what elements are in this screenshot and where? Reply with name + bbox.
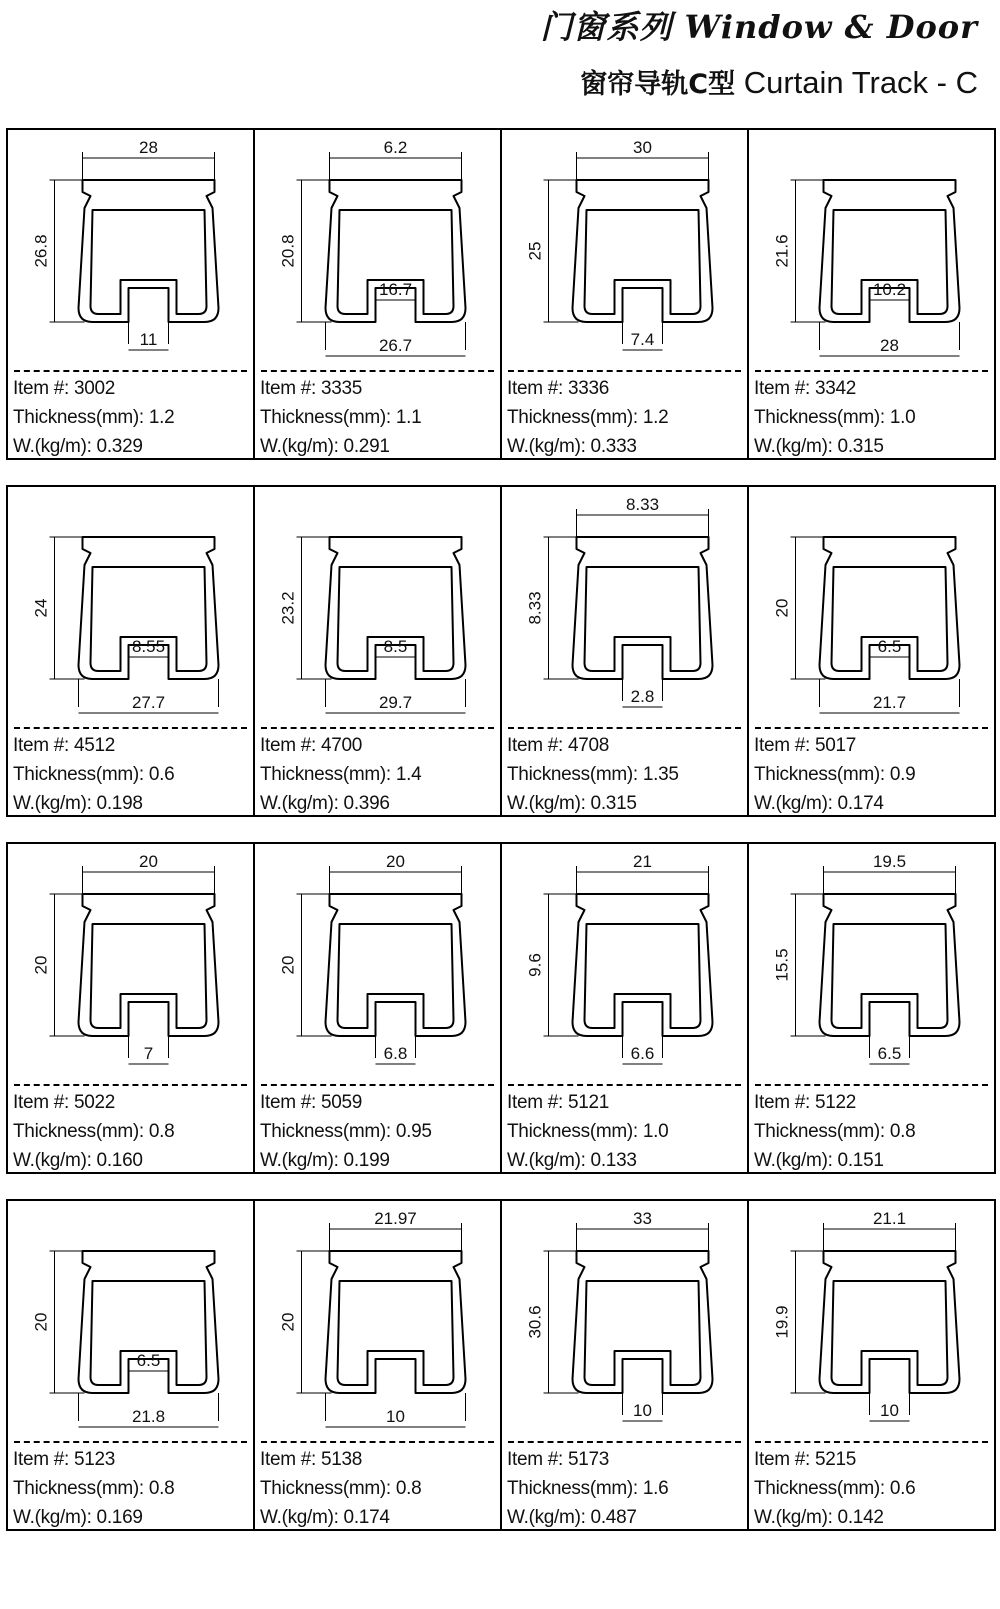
profile-drawing xyxy=(749,1201,994,1441)
item-thickness-label: Thickness(mm): xyxy=(507,764,638,785)
item-number-value: 5122 xyxy=(809,1092,857,1113)
item-thickness-line xyxy=(260,760,421,789)
item-number-line xyxy=(507,731,679,760)
item-weight-label: W.(kg/m): xyxy=(260,1150,339,1171)
item-thickness-line xyxy=(754,1474,915,1503)
item-weight-line xyxy=(754,789,915,818)
item-spec xyxy=(754,374,915,461)
item-number-value: 5138 xyxy=(315,1449,363,1470)
item-thickness-value: 0.95 xyxy=(390,1121,432,1142)
dashed-divider xyxy=(14,1441,247,1443)
catalog-row xyxy=(6,1199,996,1531)
profile-drawing xyxy=(8,487,253,727)
item-thickness-label: Thickness(mm): xyxy=(507,1478,638,1499)
dim-slot: 8.5 xyxy=(383,637,408,656)
profile-inner xyxy=(585,924,701,1028)
item-number-value: 4512 xyxy=(68,735,116,756)
item-thickness-line xyxy=(507,403,668,432)
item-thickness-label: Thickness(mm): xyxy=(260,407,391,428)
profile-drawing xyxy=(502,130,747,370)
item-weight-label: W.(kg/m): xyxy=(754,793,833,814)
item-thickness-value: 0.8 xyxy=(390,1478,422,1499)
item-thickness-value: 1.0 xyxy=(637,1121,669,1142)
dim-height: 24 xyxy=(31,598,51,618)
item-number-label: Item #: xyxy=(260,735,316,756)
item-thickness-label: Thickness(mm): xyxy=(13,1121,144,1142)
item-thickness-label: Thickness(mm): xyxy=(754,407,885,428)
product-cell xyxy=(255,844,502,1172)
catalog-row xyxy=(6,128,996,460)
item-number-value: 3336 xyxy=(562,378,610,399)
dim-width: 30 xyxy=(633,138,652,157)
profile-diagram xyxy=(502,487,747,727)
item-number-label: Item #: xyxy=(13,1449,69,1470)
dashed-divider xyxy=(261,1441,494,1443)
dim-slot: 6.5 xyxy=(877,1044,902,1063)
dashed-divider xyxy=(755,1441,988,1443)
item-number-label: Item #: xyxy=(507,1449,563,1470)
item-thickness-value: 1.4 xyxy=(390,764,422,785)
item-weight-line xyxy=(507,1503,668,1532)
dim-slot: 10.2 xyxy=(872,280,907,299)
dim-height: 26.8 xyxy=(31,234,51,268)
dim-width: 8.33 xyxy=(625,495,660,514)
item-number-line xyxy=(13,1088,174,1117)
profile-inner xyxy=(585,210,701,314)
item-number-label: Item #: xyxy=(507,735,563,756)
item-weight-label: W.(kg/m): xyxy=(13,1507,92,1528)
profile-drawing xyxy=(749,130,994,370)
item-thickness-line xyxy=(13,403,174,432)
item-weight-label: W.(kg/m): xyxy=(507,1507,586,1528)
dim-height: 20 xyxy=(772,598,792,618)
item-weight-line xyxy=(260,1503,421,1532)
item-thickness-label: Thickness(mm): xyxy=(754,1121,885,1142)
item-weight-label: W.(kg/m): xyxy=(507,793,586,814)
item-number-line xyxy=(754,1445,915,1474)
item-number-line xyxy=(507,374,668,403)
item-weight-value: 0.329 xyxy=(91,436,143,457)
item-weight-value: 0.199 xyxy=(338,1150,390,1171)
profile-diagram xyxy=(749,130,994,370)
profile-drawing xyxy=(255,844,500,1084)
dim-base: 27.7 xyxy=(131,693,166,712)
item-number-label: Item #: xyxy=(754,735,810,756)
dim-height: 8.33 xyxy=(525,591,545,625)
item-number-value: 3002 xyxy=(68,378,116,399)
item-number-label: Item #: xyxy=(754,1092,810,1113)
item-thickness-label: Thickness(mm): xyxy=(13,1478,144,1499)
dim-height: 30.6 xyxy=(525,1305,545,1339)
item-weight-line xyxy=(260,1146,432,1175)
dashed-divider xyxy=(261,370,494,372)
item-weight-value: 0.487 xyxy=(585,1507,637,1528)
item-weight-value: 0.160 xyxy=(91,1150,143,1171)
item-weight-label: W.(kg/m): xyxy=(507,436,586,457)
item-spec xyxy=(507,1088,668,1175)
item-thickness-value: 1.6 xyxy=(637,1478,669,1499)
item-spec xyxy=(260,1088,432,1175)
profile-drawing xyxy=(749,487,994,727)
product-cell xyxy=(749,487,994,815)
catalog-row xyxy=(6,842,996,1174)
profile-inner xyxy=(832,1281,948,1385)
item-spec xyxy=(13,731,174,818)
item-spec xyxy=(507,374,668,461)
product-cell xyxy=(502,1201,749,1529)
item-number-line xyxy=(754,1088,915,1117)
product-cell xyxy=(8,130,255,458)
item-thickness-line xyxy=(754,403,915,432)
item-thickness-value: 1.1 xyxy=(390,407,422,428)
item-weight-label: W.(kg/m): xyxy=(13,793,92,814)
dim-width: 20 xyxy=(139,852,158,871)
dim-height: 20.8 xyxy=(278,234,298,268)
profile-diagram xyxy=(8,487,253,727)
item-number-value: 5017 xyxy=(809,735,857,756)
profile-diagram xyxy=(255,130,500,370)
dim-width: 21 xyxy=(633,852,652,871)
item-spec xyxy=(13,1088,174,1175)
dim-slot: 10 xyxy=(880,1401,899,1420)
item-thickness-value: 1.0 xyxy=(884,407,916,428)
dim-height: 9.6 xyxy=(525,953,545,977)
profile-diagram xyxy=(749,487,994,727)
item-weight-label: W.(kg/m): xyxy=(754,1150,833,1171)
profile-drawing xyxy=(502,487,747,727)
profile-inner xyxy=(91,924,207,1028)
profile-diagram xyxy=(255,844,500,1084)
dim-slot: 7.4 xyxy=(630,330,655,349)
dim-height: 20 xyxy=(31,1312,51,1332)
item-number-label: Item #: xyxy=(13,1092,69,1113)
dashed-divider xyxy=(508,727,741,729)
item-thickness-line xyxy=(13,1474,174,1503)
item-number-line xyxy=(13,374,174,403)
item-thickness-label: Thickness(mm): xyxy=(754,1478,885,1499)
item-spec xyxy=(507,731,679,818)
item-number-label: Item #: xyxy=(13,378,69,399)
item-weight-label: W.(kg/m): xyxy=(260,1507,339,1528)
profile-inner xyxy=(585,567,701,671)
item-number-line xyxy=(507,1088,668,1117)
item-number-label: Item #: xyxy=(507,378,563,399)
dim-slot: 7 xyxy=(143,1044,154,1063)
item-thickness-value: 0.6 xyxy=(143,764,175,785)
item-weight-line xyxy=(13,432,174,461)
product-cell xyxy=(502,487,749,815)
dashed-divider xyxy=(508,1441,741,1443)
item-thickness-value: 0.8 xyxy=(884,1121,916,1142)
item-number-label: Item #: xyxy=(260,1449,316,1470)
dashed-divider xyxy=(755,1084,988,1086)
dim-base: 26.7 xyxy=(378,336,413,355)
dim-slot: 2.8 xyxy=(630,687,655,706)
dim-height: 23.2 xyxy=(278,591,298,625)
catalog-subtitle-zh: 窗帘导轨C型 xyxy=(580,69,736,100)
item-thickness-value: 0.8 xyxy=(143,1121,175,1142)
item-thickness-line xyxy=(260,1474,421,1503)
item-thickness-line xyxy=(507,760,679,789)
item-spec xyxy=(507,1445,668,1532)
dashed-divider xyxy=(755,370,988,372)
item-weight-value: 0.198 xyxy=(91,793,143,814)
item-weight-value: 0.142 xyxy=(832,1507,884,1528)
dim-height: 25 xyxy=(525,241,545,261)
dim-base: 29.7 xyxy=(378,693,413,712)
profile-diagram xyxy=(749,844,994,1084)
item-thickness-value: 0.8 xyxy=(143,1478,175,1499)
item-weight-value: 0.291 xyxy=(338,436,390,457)
item-thickness-label: Thickness(mm): xyxy=(260,1121,391,1142)
item-weight-line xyxy=(507,432,668,461)
item-number-label: Item #: xyxy=(507,1092,563,1113)
item-weight-label: W.(kg/m): xyxy=(754,1507,833,1528)
item-weight-value: 0.151 xyxy=(832,1150,884,1171)
dashed-divider xyxy=(508,370,741,372)
product-cell xyxy=(749,1201,994,1529)
item-number-line xyxy=(260,731,421,760)
item-spec xyxy=(13,374,174,461)
item-thickness-line xyxy=(260,403,421,432)
item-spec xyxy=(260,1445,421,1532)
dim-height: 15.5 xyxy=(772,948,792,982)
item-spec xyxy=(754,731,915,818)
item-number-label: Item #: xyxy=(754,378,810,399)
item-thickness-label: Thickness(mm): xyxy=(260,1478,391,1499)
dim-height: 21.6 xyxy=(772,234,792,268)
profile-diagram xyxy=(255,487,500,727)
item-thickness-line xyxy=(754,1117,915,1146)
item-number-value: 4708 xyxy=(562,735,610,756)
item-weight-line xyxy=(13,789,174,818)
product-cell xyxy=(502,844,749,1172)
item-weight-value: 0.174 xyxy=(832,793,884,814)
item-number-label: Item #: xyxy=(260,378,316,399)
item-weight-value: 0.174 xyxy=(338,1507,390,1528)
catalog-subtitle-en: Curtain Track - C xyxy=(743,65,978,100)
dim-height: 20 xyxy=(278,1312,298,1332)
item-thickness-label: Thickness(mm): xyxy=(260,764,391,785)
item-number-line xyxy=(13,731,174,760)
dim-width: 20 xyxy=(386,852,405,871)
product-cell xyxy=(749,130,994,458)
product-cell xyxy=(8,1201,255,1529)
dim-width: 33 xyxy=(633,1209,652,1228)
series-title-zh: 门窗系列 xyxy=(540,8,673,46)
product-cell xyxy=(8,487,255,815)
item-weight-line xyxy=(507,789,679,818)
profile-drawing xyxy=(502,844,747,1084)
dashed-divider xyxy=(14,370,247,372)
item-number-line xyxy=(13,1445,174,1474)
item-weight-value: 0.396 xyxy=(338,793,390,814)
item-weight-label: W.(kg/m): xyxy=(260,436,339,457)
item-number-value: 5215 xyxy=(809,1449,857,1470)
item-number-value: 5121 xyxy=(562,1092,610,1113)
item-thickness-value: 1.35 xyxy=(637,764,679,785)
dim-slot: 6.5 xyxy=(877,637,902,656)
dim-slot: 8.55 xyxy=(131,637,166,656)
item-thickness-value: 0.9 xyxy=(884,764,916,785)
item-thickness-label: Thickness(mm): xyxy=(13,407,144,428)
item-number-line xyxy=(507,1445,668,1474)
dim-base: 10 xyxy=(386,1407,405,1426)
dim-height: 20 xyxy=(278,955,298,975)
item-number-value: 5022 xyxy=(68,1092,116,1113)
dim-width: 21.1 xyxy=(872,1209,907,1228)
item-weight-label: W.(kg/m): xyxy=(260,793,339,814)
item-weight-label: W.(kg/m): xyxy=(13,436,92,457)
profile-diagram xyxy=(502,130,747,370)
product-cell xyxy=(255,130,502,458)
profile-drawing xyxy=(255,130,500,370)
profile-drawing xyxy=(255,487,500,727)
item-thickness-value: 0.6 xyxy=(884,1478,916,1499)
dim-base: 21.8 xyxy=(131,1407,166,1426)
item-thickness-line xyxy=(507,1117,668,1146)
item-number-value: 5123 xyxy=(68,1449,116,1470)
item-number-value: 5059 xyxy=(315,1092,363,1113)
profile-drawing xyxy=(8,844,253,1084)
item-thickness-line xyxy=(260,1117,432,1146)
dim-slot: 11 xyxy=(139,330,158,349)
item-number-label: Item #: xyxy=(260,1092,316,1113)
profile-drawing xyxy=(255,1201,500,1441)
item-thickness-line xyxy=(754,760,915,789)
item-weight-label: W.(kg/m): xyxy=(754,436,833,457)
profile-drawing xyxy=(8,130,253,370)
item-number-label: Item #: xyxy=(754,1449,810,1470)
item-thickness-value: 1.2 xyxy=(143,407,175,428)
item-number-value: 5173 xyxy=(562,1449,610,1470)
item-thickness-label: Thickness(mm): xyxy=(507,1121,638,1142)
item-spec xyxy=(260,374,421,461)
profile-inner xyxy=(832,924,948,1028)
dim-slot: 10 xyxy=(633,1401,652,1420)
item-thickness-line xyxy=(507,1474,668,1503)
profile-inner xyxy=(338,924,454,1028)
item-weight-value: 0.333 xyxy=(585,436,637,457)
item-spec xyxy=(754,1445,915,1532)
profile-drawing xyxy=(8,1201,253,1441)
item-number-label: Item #: xyxy=(13,735,69,756)
dim-width: 21.97 xyxy=(374,1209,417,1228)
profile-diagram xyxy=(255,1201,500,1441)
dim-height: 19.9 xyxy=(772,1305,792,1339)
profile-diagram xyxy=(749,1201,994,1441)
item-number-line xyxy=(260,1445,421,1474)
dim-width: 6.2 xyxy=(383,138,408,157)
product-cell xyxy=(255,1201,502,1529)
dim-slot: 6.6 xyxy=(630,1044,655,1063)
profile-diagram xyxy=(502,844,747,1084)
item-spec xyxy=(260,731,421,818)
item-number-value: 4700 xyxy=(315,735,363,756)
item-weight-line xyxy=(754,1146,915,1175)
item-thickness-line xyxy=(13,760,174,789)
dashed-divider xyxy=(261,727,494,729)
profile-diagram xyxy=(8,844,253,1084)
profile-drawing xyxy=(749,844,994,1084)
dashed-divider xyxy=(14,727,247,729)
dim-base: 21.7 xyxy=(872,693,907,712)
item-number-value: 3342 xyxy=(809,378,857,399)
item-weight-value: 0.133 xyxy=(585,1150,637,1171)
item-weight-line xyxy=(260,432,421,461)
item-spec xyxy=(754,1088,915,1175)
profile-diagram xyxy=(8,130,253,370)
item-number-line xyxy=(754,731,915,760)
dashed-divider xyxy=(508,1084,741,1086)
dim-height: 20 xyxy=(31,955,51,975)
profile-inner xyxy=(338,1281,454,1385)
product-cell xyxy=(8,844,255,1172)
item-number-value: 3335 xyxy=(315,378,363,399)
item-weight-line xyxy=(754,1503,915,1532)
dashed-divider xyxy=(14,1084,247,1086)
dim-slot: 16.7 xyxy=(378,280,413,299)
catalog-subtitle xyxy=(580,62,978,101)
product-cell xyxy=(749,844,994,1172)
item-thickness-label: Thickness(mm): xyxy=(754,764,885,785)
product-cell xyxy=(255,487,502,815)
profile-diagram xyxy=(8,1201,253,1441)
item-number-line xyxy=(260,1088,432,1117)
series-title-en: Window & Door xyxy=(684,8,978,46)
item-thickness-line xyxy=(13,1117,174,1146)
item-weight-line xyxy=(13,1503,174,1532)
item-weight-value: 0.315 xyxy=(832,436,884,457)
dim-width: 28 xyxy=(139,138,158,157)
series-title xyxy=(540,2,978,48)
item-weight-line xyxy=(754,432,915,461)
item-weight-line xyxy=(260,789,421,818)
profile-drawing xyxy=(502,1201,747,1441)
item-weight-line xyxy=(13,1146,174,1175)
item-weight-label: W.(kg/m): xyxy=(507,1150,586,1171)
item-weight-value: 0.315 xyxy=(585,793,637,814)
profile-inner xyxy=(585,1281,701,1385)
profile-inner xyxy=(91,210,207,314)
item-thickness-value: 1.2 xyxy=(637,407,669,428)
dashed-divider xyxy=(755,727,988,729)
profile-diagram xyxy=(502,1201,747,1441)
catalog-row xyxy=(6,485,996,817)
item-thickness-label: Thickness(mm): xyxy=(13,764,144,785)
product-cell xyxy=(502,130,749,458)
item-weight-label: W.(kg/m): xyxy=(13,1150,92,1171)
item-weight-value: 0.169 xyxy=(91,1507,143,1528)
item-thickness-label: Thickness(mm): xyxy=(507,407,638,428)
item-spec xyxy=(13,1445,174,1532)
item-weight-line xyxy=(507,1146,668,1175)
dim-slot: 6.5 xyxy=(136,1351,161,1370)
dim-base: 28 xyxy=(880,336,899,355)
dim-width: 19.5 xyxy=(872,852,907,871)
item-number-line xyxy=(754,374,915,403)
dashed-divider xyxy=(261,1084,494,1086)
dim-slot: 6.8 xyxy=(383,1044,408,1063)
item-number-line xyxy=(260,374,421,403)
